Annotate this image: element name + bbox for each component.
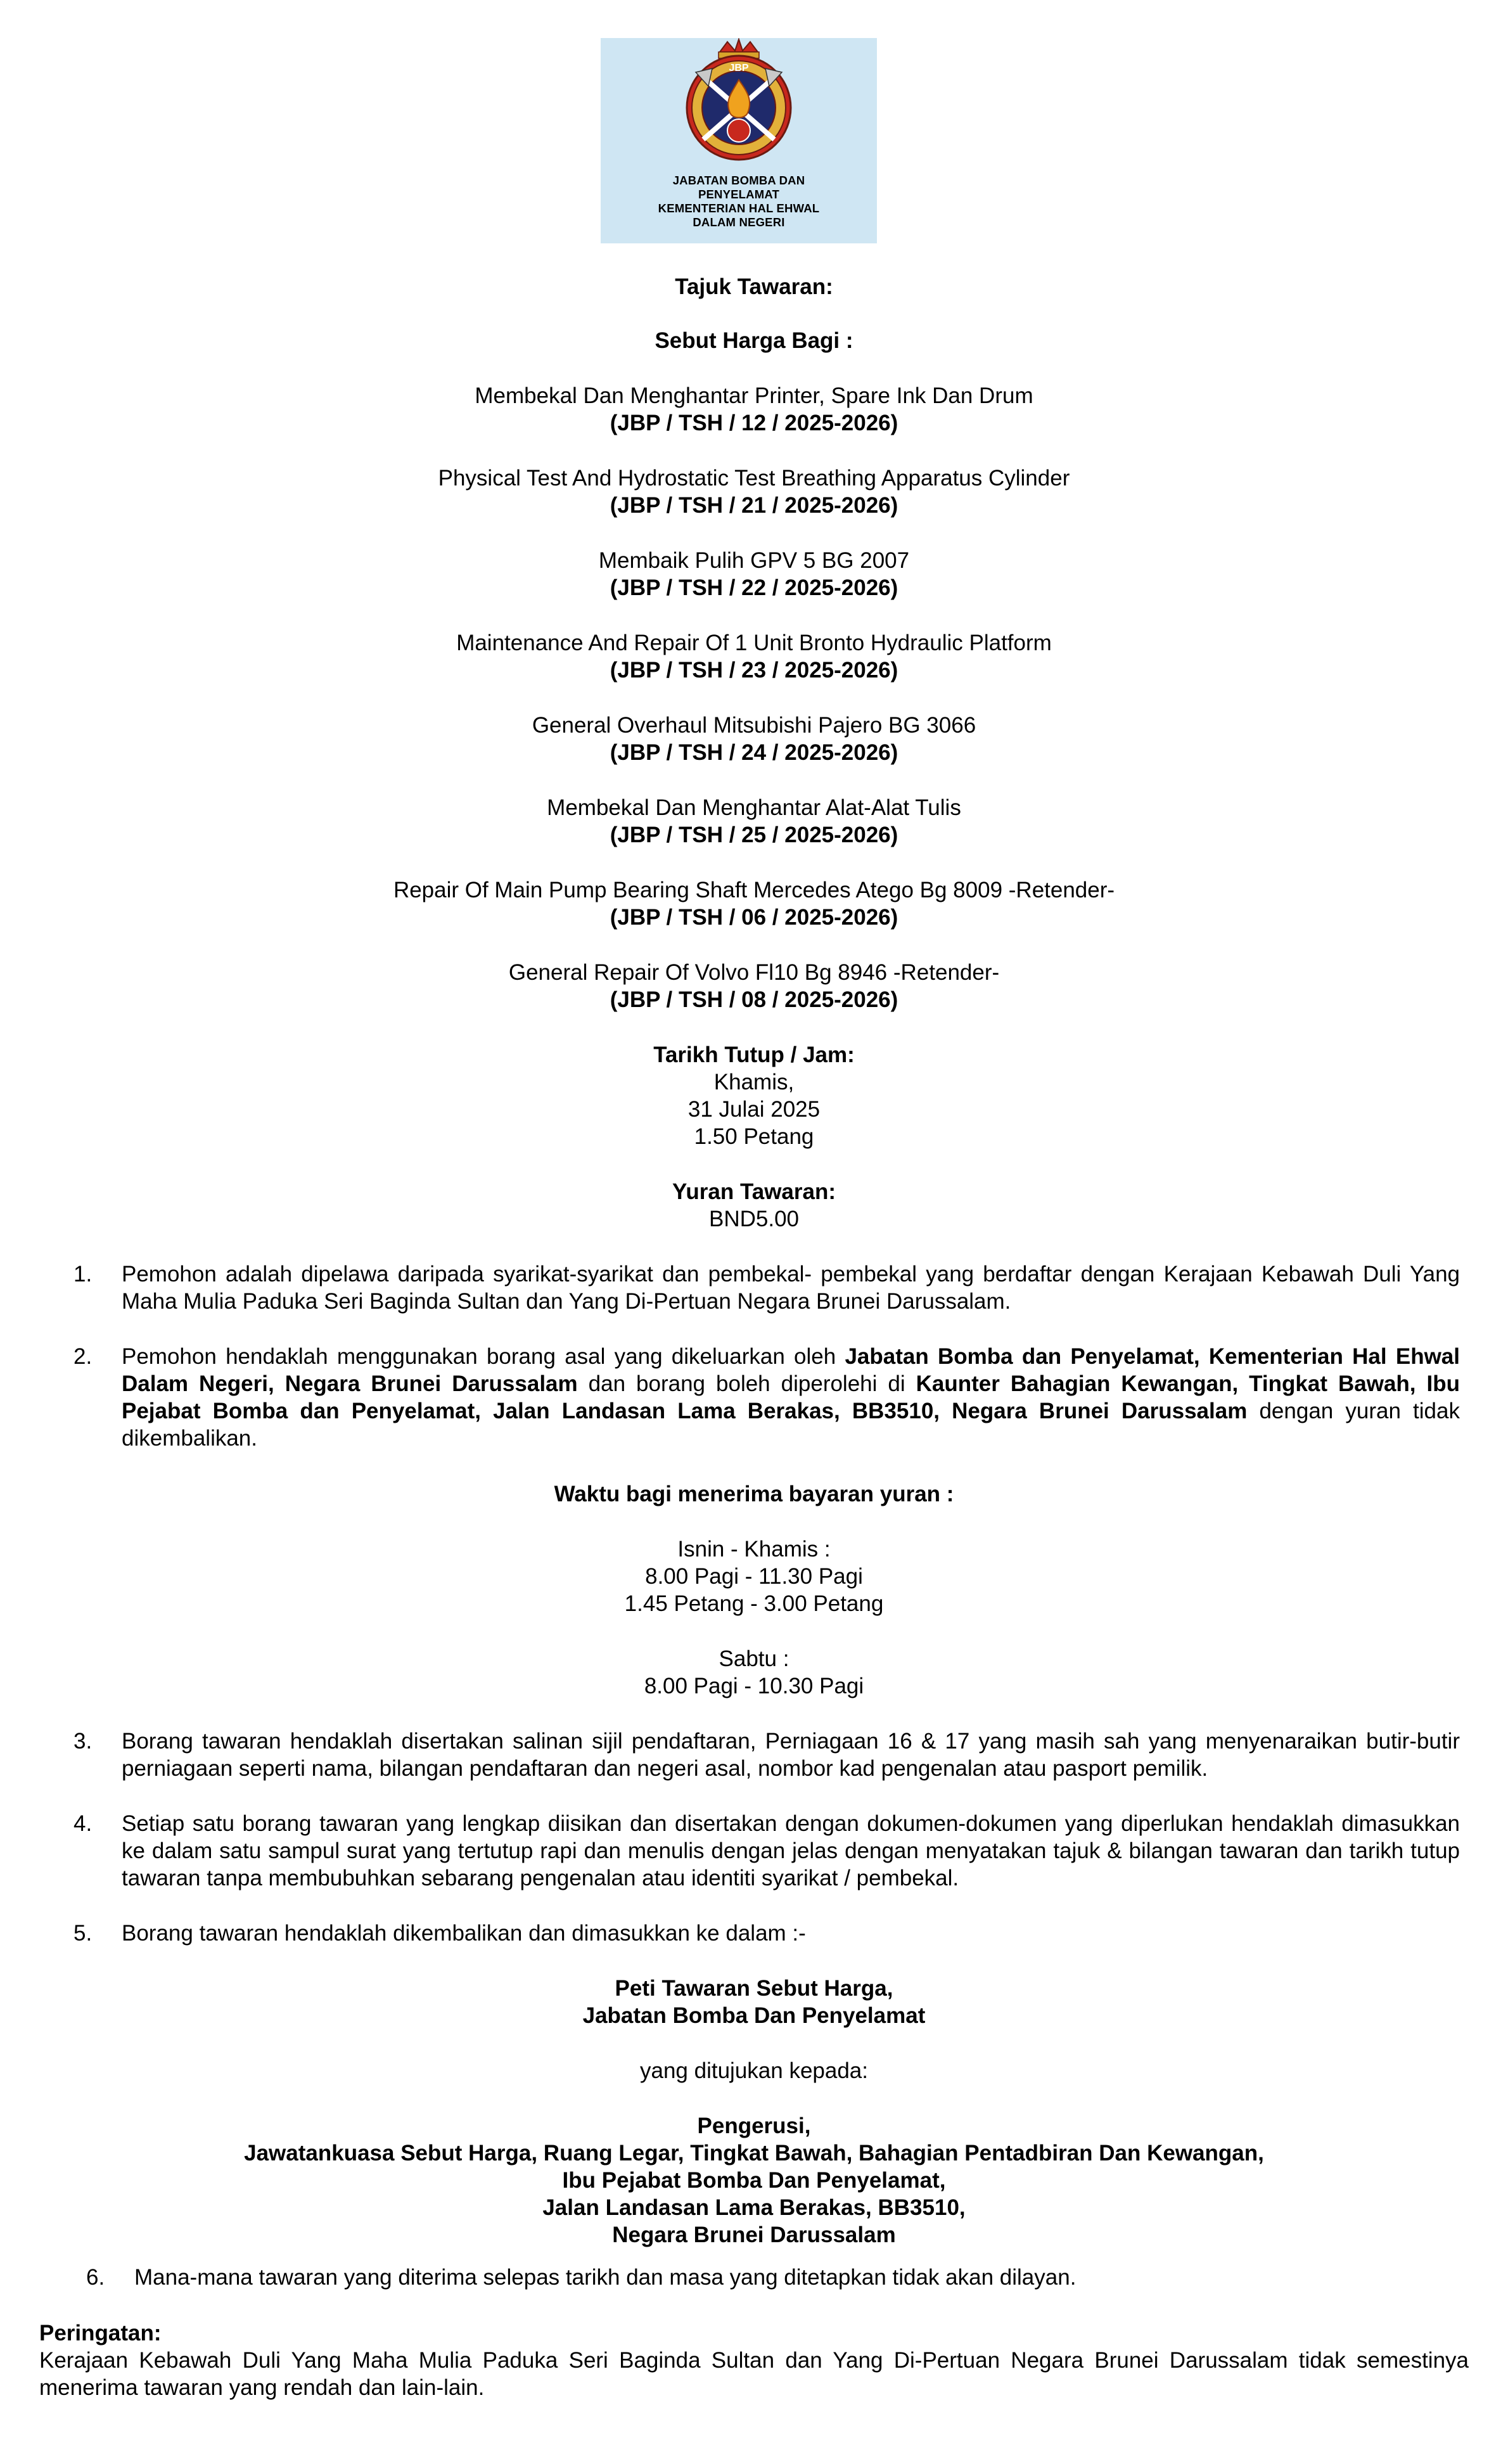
logo-caption <box>601 174 877 229</box>
saturday-slot: 8.00 Pagi - 10.30 Pagi <box>644 1674 864 1698</box>
weekday-slot: 1.45 Petang - 3.00 Petang <box>624 1591 884 1616</box>
tender-name: Membekal Dan Menghantar Alat-Alat Tulis <box>547 795 961 820</box>
counter-location: Kaunter Bahagian Kewangan, Tingkat Bawah, Ibu Pejabat Bomba dan Penyelamat, Jalan Landasan Lama Berakas, BB3510, Negara Brunei Darussalam <box>122 1371 1460 1423</box>
weekday-label: Isnin - Khamis : <box>677 1537 831 1562</box>
badge-text: JBP <box>729 63 749 74</box>
addressed-to: yang ditujukan kepada: <box>640 2058 868 2083</box>
payment-hours-title: Waktu bagi menerima bayaran yuran : <box>554 1482 954 1506</box>
item-number: 1. <box>73 1262 93 1287</box>
tender-ref: (JBP / TSH / 25 / 2025-2026) <box>610 823 898 847</box>
tender-ref: (JBP / TSH / 06 / 2025-2026) <box>610 905 898 930</box>
tender-ref: (JBP / TSH / 23 / 2025-2026) <box>610 658 898 683</box>
item-text: Borang tawaran hendaklah disertakan salinan sijil pendaftaran, Perniagaan 16 & 17 yang masih sah yang menyenaraikan butir-butir perniagaan seperti nama, bilangan pendaftaran dan negeri asal, nombor kad pengenalan atau pasport pemilik. <box>122 1729 1460 1781</box>
notice-subtitle: Sebut Harga Bagi : <box>655 328 853 353</box>
item-number: 5. <box>73 1921 93 1946</box>
address-line: Jawatankuasa Sebut Harga, Ruang Legar, Tingkat Bawah, Bahagian Pentadbiran Dan Kewangan, <box>244 2141 1264 2166</box>
fee-value: BND5.00 <box>708 1207 800 1231</box>
logo-line: PENYELAMAT <box>698 188 780 201</box>
address-line: Pengerusi, <box>697 2114 811 2138</box>
closing-day: Khamis, <box>713 1070 795 1094</box>
fee-label: Yuran Tawaran: <box>672 1179 836 1204</box>
notice-title: Tajuk Tawaran: <box>675 274 833 299</box>
weekday-slot: 8.00 Pagi - 11.30 Pagi <box>645 1564 863 1589</box>
tender-ref: (JBP / TSH / 12 / 2025-2026) <box>610 411 898 435</box>
closing-date: 31 Julai 2025 <box>687 1097 821 1122</box>
department-name: Jabatan Bomba dan Penyelamat, Kementerian Hal Ehwal Dalam Negeri, Negara Brunei Darussalam <box>122 1344 1460 1396</box>
tender-name: Maintenance And Repair Of 1 Unit Bronto Hydraulic Platform <box>456 631 1052 655</box>
logo-line: JABATAN BOMBA DAN <box>672 174 805 187</box>
item-number: 2. <box>73 1344 93 1369</box>
tender-ref: (JBP / TSH / 08 / 2025-2026) <box>610 987 898 1012</box>
tender-name: General Overhaul Mitsubishi Pajero BG 3066 <box>532 713 976 738</box>
item-number: 3. <box>73 1729 93 1754</box>
address-line: Negara Brunei Darussalam <box>612 2223 896 2247</box>
tender-box-name: Peti Tawaran Sebut Harga, <box>615 1976 893 2001</box>
fire-rescue-crest-icon <box>601 38 877 174</box>
item-text-part: dengan yuran tidak dikembalikan. <box>122 1399 1460 1451</box>
logo-line: DALAM NEGERI <box>693 215 785 229</box>
tender-name: Physical Test And Hydrostatic Test Breathing Apparatus Cylinder <box>438 466 1070 491</box>
closing-time: 1.50 Petang <box>694 1124 814 1149</box>
address-line: Ibu Pejabat Bomba Dan Penyelamat, <box>562 2168 946 2193</box>
item-number: 6. <box>86 2265 105 2290</box>
item-text: Pemohon adalah dipelawa daripada syarikat-syarikat dan pembekal- pembekal yang berdaftar dengan Kerajaan Kebawah Duli Yang Maha Mulia Paduka Seri Baginda Sultan dan Yang Di-Pertuan Negara Brunei Darussalam. <box>122 1262 1460 1314</box>
closing-label: Tarikh Tutup / Jam: <box>653 1043 855 1067</box>
logo-line: KEMENTERIAN HAL EHWAL <box>658 202 820 215</box>
item-text: Mana-mana tawaran yang diterima selepas tarikh dan masa yang ditetapkan tidak akan dilayan. <box>134 2265 1077 2290</box>
tender-box-department: Jabatan Bomba Dan Penyelamat <box>582 2003 926 2028</box>
item-text <box>122 1343 1460 1452</box>
item-text-part: Pemohon hendaklah menggunakan borang asal yang dikeluarkan oleh <box>122 1344 845 1369</box>
tender-name: Membaik Pulih GPV 5 BG 2007 <box>598 548 910 573</box>
item-text: Setiap satu borang tawaran yang lengkap diisikan dan disertakan dengan dokumen-dokumen yang diperlukan hendaklah dimasukkan ke dalam satu sampul surat yang tertutup rapi dan menulis dengan jelas dengan menyatakan tajuk & bilangan tawaran dan tarikh tutup tawaran tanpa membubuhkan sebarang pengenalan atau identiti syarikat / pembekal. <box>122 1811 1460 1890</box>
tender-ref: (JBP / TSH / 21 / 2025-2026) <box>610 493 898 518</box>
tender-ref: (JBP / TSH / 24 / 2025-2026) <box>610 740 898 765</box>
address-line: Jalan Landasan Lama Berakas, BB3510, <box>542 2195 966 2220</box>
tender-name: Repair Of Main Pump Bearing Shaft Mercedes Atego Bg 8009 -Retender- <box>393 878 1115 902</box>
tender-ref: (JBP / TSH / 22 / 2025-2026) <box>610 575 898 600</box>
item-text-part: dan borang boleh diperolehi di <box>577 1371 916 1396</box>
item-text: Borang tawaran hendaklah dikembalikan dan dimasukkan ke dalam :- <box>122 1921 806 1946</box>
tender-name: Membekal Dan Menghantar Printer, Spare Ink Dan Drum <box>475 383 1033 408</box>
tender-name: General Repair Of Volvo Fl10 Bg 8946 -Retender- <box>508 960 1000 985</box>
warning-text: Kerajaan Kebawah Duli Yang Maha Mulia Paduka Seri Baginda Sultan dan Yang Di-Pertuan Negara Brunei Darussalam tidak semestinya menerima tawaran yang rendah dan lain-lain. <box>39 2348 1469 2400</box>
item-number: 4. <box>73 1811 93 1836</box>
department-logo <box>601 38 877 243</box>
saturday-label: Sabtu : <box>719 1646 789 1671</box>
warning-title: Peringatan: <box>39 2321 162 2345</box>
